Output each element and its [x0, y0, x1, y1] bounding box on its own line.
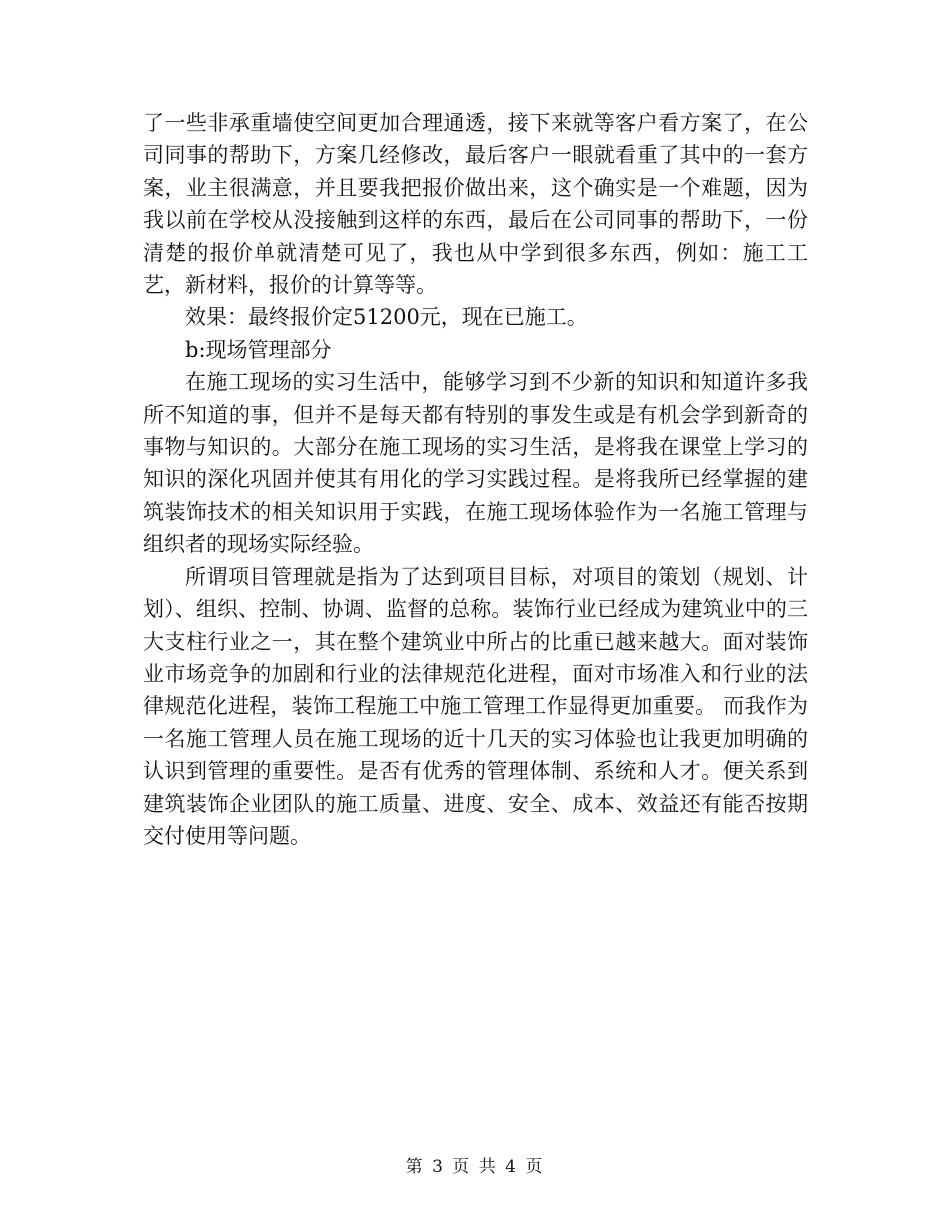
- page-footer: 第 3 页 共 4 页: [405, 1157, 545, 1177]
- paragraph-project-management: 所谓项目管理就是指为了达到项目目标，对项目的策划（规划、计划）、组织、控制、协调、监督的总称。装饰行业已经成为建筑业中的三大支柱行业之一，其在整个建筑业中所占的比重已越来越大。面对装饰业市场竞争的加剧和行业的法律规范化进程，面对市场准入和行业的法律规范化进程，装饰工程施工中施工管理工作显得更加重要。 而我作为一名施工管理人员在施工现场的近十几天的实习体验也让我更加明确的认识到管理的重要性。是否有优秀的管理体制、系统和人才。便关系到建筑装饰企业团队的施工质量、进度、安全、成本、效益还有能否按期交付使用等问题。: [143, 564, 808, 848]
- paragraph-site-internship: 在施工现场的实习生活中，能够学习到不少新的知识和知道许多我所不知道的事，但并不是每天都有特别的事发生或是有机会学到新奇的事物与知识的。大部分在施工现场的实习生活，是将我在课堂上学习的知识的深化巩固并使其有用化的学习实践过程。是将我所已经掌握的建筑装饰技术的相关知识用于实践，在施工现场体验作为一名施工管理与组织者的现场实际经验。: [143, 370, 808, 557]
- section-heading: b:现场管理部分: [185, 337, 332, 362]
- paragraph-result: 效果：最终报价定51200元，现在已施工。: [185, 305, 588, 330]
- document-body: [143, 107, 808, 852]
- paragraph-continuation: 了一些非承重墙使空间更加合理通透，接下来就等客户看方案了，在公司同事的帮助下，方案几经修改，最后客户一眼就看重了其中的一套方案，业主很满意，并且要我把报价做出来，这个确实是一个难题，因为我以前在学校从没接触到这样的东西，最后在公司同事的帮助下，一份清楚的报价单就清楚可见了，我也从中学到很多东西，例如：施工工艺，新材料，报价的计算等等。: [143, 111, 808, 298]
